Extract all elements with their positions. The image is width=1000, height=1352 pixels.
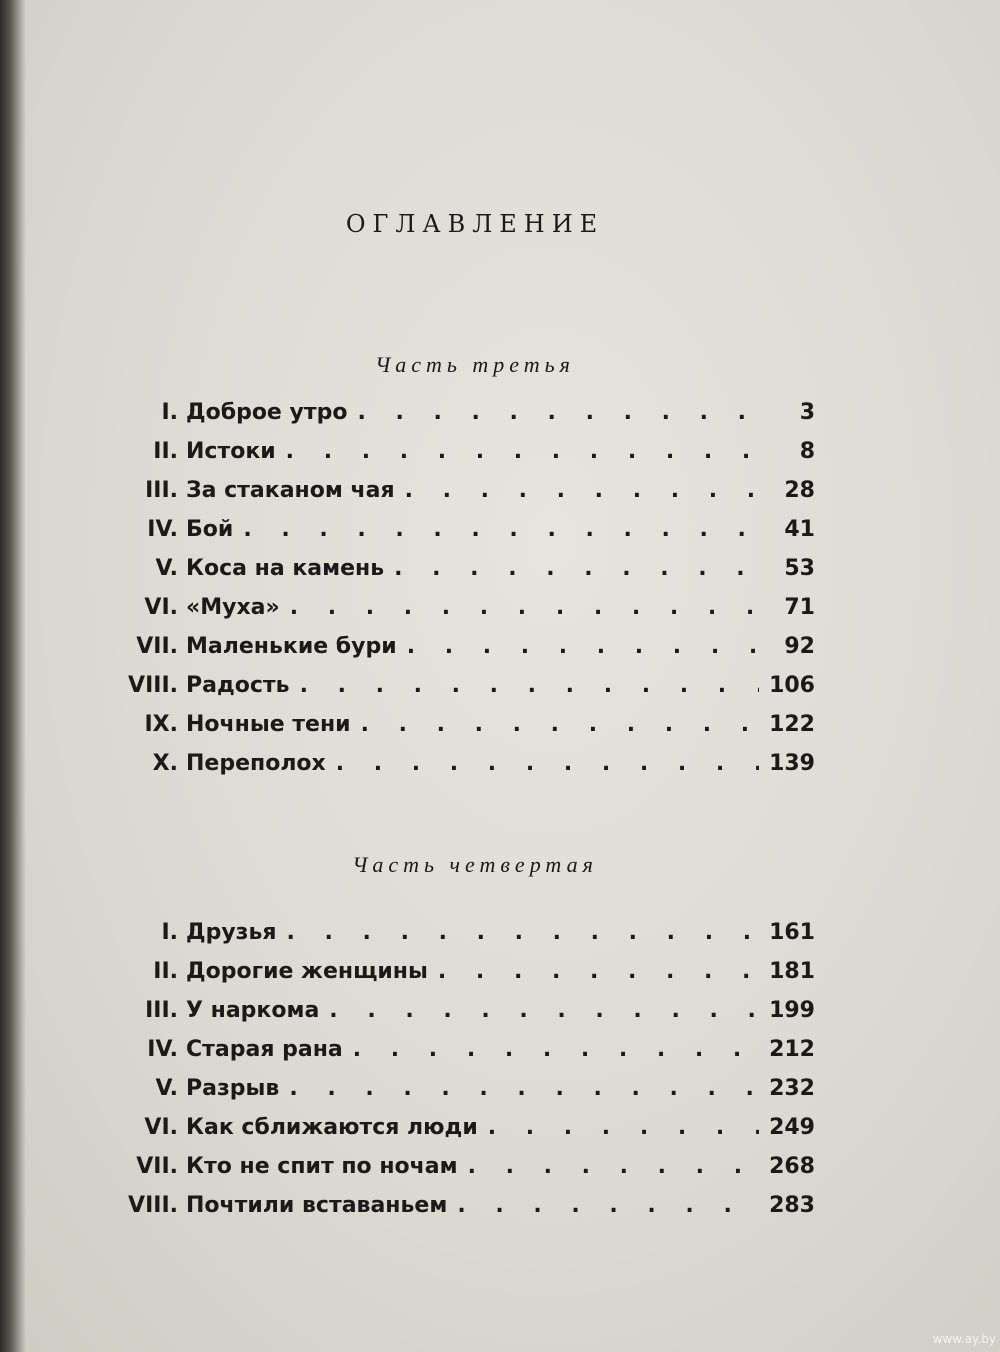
chapter-number: VIII. xyxy=(128,673,178,698)
chapter-number: VII. xyxy=(136,634,178,659)
page-number: 181 xyxy=(769,959,815,984)
chapter-number: I. xyxy=(161,400,178,425)
dot-leader xyxy=(243,517,761,542)
toc-entry xyxy=(100,478,815,517)
chapter-title: Дорогие женщины xyxy=(186,959,428,984)
chapter-number: III. xyxy=(145,478,178,503)
page-number: 268 xyxy=(769,1154,815,1179)
chapter-title: Доброе утро xyxy=(186,400,348,425)
toc-entry xyxy=(100,959,815,998)
site-watermark: www.ay.by xyxy=(932,1332,996,1346)
dot-leader xyxy=(468,1154,759,1179)
chapter-title: Разрыв xyxy=(186,1076,280,1101)
page-number: 71 xyxy=(784,595,815,620)
dot-leader xyxy=(361,712,759,737)
toc-entry xyxy=(100,517,815,556)
toc-entry xyxy=(100,712,815,751)
toc-entry xyxy=(100,1193,815,1232)
dot-leader xyxy=(457,1193,759,1218)
page-number: 8 xyxy=(799,439,815,464)
page-number: 53 xyxy=(784,556,815,581)
toc-entry xyxy=(100,556,815,595)
chapter-title: Истоки xyxy=(186,439,276,464)
page-number: 3 xyxy=(799,400,815,425)
chapter-number: VI. xyxy=(144,595,178,620)
chapter-title: Старая рана xyxy=(186,1037,343,1062)
dot-leader xyxy=(357,400,761,425)
toc-list-part-three xyxy=(100,400,815,790)
toc-entry xyxy=(100,439,815,478)
chapter-number: X. xyxy=(152,751,178,776)
dot-leader xyxy=(289,1076,759,1101)
part-title-three: Часть третья xyxy=(375,352,575,377)
dot-leader xyxy=(336,751,759,776)
dot-leader xyxy=(290,595,761,620)
toc-entry xyxy=(100,595,815,634)
toc-entry xyxy=(100,1115,815,1154)
dot-leader xyxy=(405,478,761,503)
toc-entry xyxy=(100,400,815,439)
dot-leader xyxy=(407,634,761,659)
page-number: 139 xyxy=(769,751,815,776)
toc-entry xyxy=(100,673,815,712)
chapter-title: У наркома xyxy=(186,998,320,1023)
chapter-number: IV. xyxy=(147,517,178,542)
chapter-number: V. xyxy=(155,1076,178,1101)
chapter-number: II. xyxy=(153,439,178,464)
chapter-title: Ночные тени xyxy=(186,712,351,737)
toc-entry xyxy=(100,998,815,1037)
page-number: 106 xyxy=(769,673,815,698)
chapter-number: IX. xyxy=(144,712,178,737)
spine-shadow xyxy=(0,0,26,1352)
chapter-title: Друзья xyxy=(186,920,277,945)
page-number: 199 xyxy=(769,998,815,1023)
toc-entry xyxy=(100,1154,815,1193)
dot-leader xyxy=(394,556,761,581)
page-number: 122 xyxy=(769,712,815,737)
chapter-title: «Муха» xyxy=(186,595,280,620)
chapter-title: Кто не спит по ночам xyxy=(186,1154,458,1179)
chapter-title: Бой xyxy=(186,517,234,542)
chapter-number: V. xyxy=(155,556,178,581)
page-number: 249 xyxy=(769,1115,815,1140)
dot-leader xyxy=(353,1037,759,1062)
chapter-title: Переполох xyxy=(186,751,326,776)
chapter-number: II. xyxy=(153,959,178,984)
page-number: 283 xyxy=(769,1193,815,1218)
chapter-number: I. xyxy=(161,920,178,945)
toc-entry xyxy=(100,920,815,959)
dot-leader xyxy=(287,920,760,945)
toc-entry xyxy=(100,634,815,673)
toc-list-part-four xyxy=(100,920,815,1232)
chapter-title: Радость xyxy=(186,673,290,698)
chapter-number: VIII. xyxy=(128,1193,178,1218)
chapter-title: Как сближаются люди xyxy=(186,1115,478,1140)
toc-entry xyxy=(100,1076,815,1115)
chapter-title: За стаканом чая xyxy=(186,478,395,503)
chapter-title: Маленькие бури xyxy=(186,634,397,659)
chapter-number: III. xyxy=(145,998,178,1023)
toc-entry xyxy=(100,1037,815,1076)
chapter-title: Почтили вставаньем xyxy=(186,1193,448,1218)
page-title: ОГЛАВЛЕНИЕ xyxy=(345,210,605,238)
dot-leader xyxy=(438,959,759,984)
page-number: 92 xyxy=(784,634,815,659)
toc-entry xyxy=(100,751,815,790)
chapter-number: VI. xyxy=(144,1115,178,1140)
page-number: 161 xyxy=(769,920,815,945)
dot-leader xyxy=(286,439,761,464)
chapter-number: IV. xyxy=(147,1037,178,1062)
dot-leader xyxy=(488,1115,759,1140)
part-title-four: Часть четвертая xyxy=(352,852,598,877)
dot-leader xyxy=(329,998,759,1023)
chapter-title: Коса на камень xyxy=(186,556,385,581)
chapter-number: VII. xyxy=(136,1154,178,1179)
page-number: 232 xyxy=(769,1076,815,1101)
dot-leader xyxy=(300,673,760,698)
page-number: 28 xyxy=(784,478,815,503)
page-number: 41 xyxy=(784,517,815,542)
page-number: 212 xyxy=(769,1037,815,1062)
